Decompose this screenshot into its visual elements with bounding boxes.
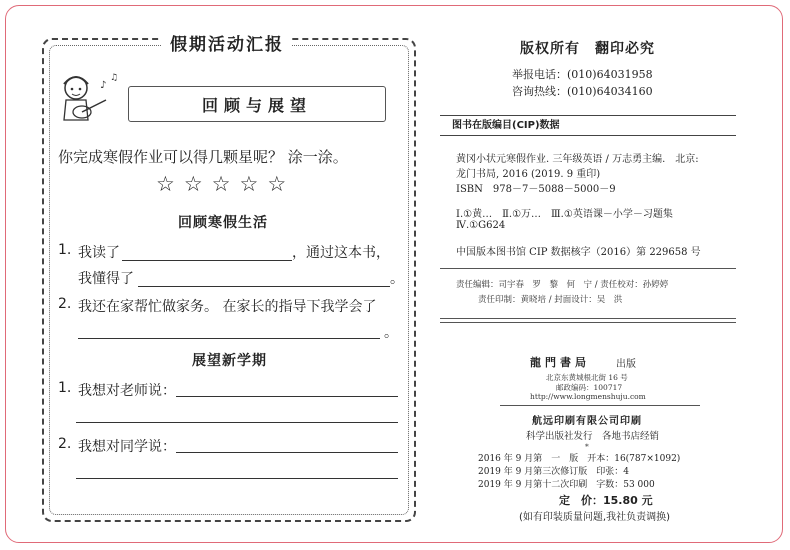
item-4-blank-1[interactable] xyxy=(176,452,398,453)
item-1-text-c: 我懂得了 xyxy=(78,271,134,287)
publisher-logo: 龍門書局 xyxy=(530,356,590,369)
music-note-icon: ♫ xyxy=(110,73,119,83)
star-2[interactable]: ☆ xyxy=(183,172,203,196)
panel-title: 假期活动汇报 xyxy=(162,30,292,55)
star-3[interactable]: ☆ xyxy=(211,172,231,196)
editor-credits: 责任编辑：司宇春 罗 黎 何 宁 / 责任校对：孙婷婷 xyxy=(456,280,669,290)
price: 定 价：15.80 元 xyxy=(559,494,653,507)
item-2-number: 2. xyxy=(58,296,72,312)
publisher-website[interactable]: http://www.longmenshuju.com xyxy=(530,392,646,401)
item-1-period: 。 xyxy=(390,271,404,287)
item-4-text: 我想对同学说： xyxy=(78,439,176,455)
item-3-text: 我想对老师说： xyxy=(78,383,176,399)
star-5[interactable]: ☆ xyxy=(267,172,287,196)
edition-line-3: 2019 年 9 月第十二次印刷 字数：53 000 xyxy=(478,480,655,490)
cip-line-6: 中国版本图书馆 CIP 数据核字（2016）第 229658 号 xyxy=(456,247,701,258)
edition-line-2: 2019 年 9 月第三次修订版 印张：4 xyxy=(478,467,629,477)
star-mark: * xyxy=(585,442,589,451)
item-2-period: 。 xyxy=(384,325,398,341)
music-note-icon: ♪ xyxy=(100,80,107,91)
star-4[interactable]: ☆ xyxy=(239,172,259,196)
item-1-text-b: ，通过这本书， xyxy=(292,245,390,261)
publisher-postcode: 邮政编码：100717 xyxy=(556,383,623,392)
section-heading-review: 回顾寒假生活 xyxy=(178,215,268,231)
divider xyxy=(440,268,736,269)
cip-heading: 图书在版编目(CIP)数据 xyxy=(440,115,736,136)
divider xyxy=(440,322,736,323)
quality-note: (如有印装质量问题,我社负责调换) xyxy=(519,512,670,523)
report-phone: 举报电话：(010)64031958 xyxy=(512,68,653,81)
cip-line-3: ISBN 978－7－5088－5000－9 xyxy=(456,184,616,195)
star-1[interactable]: ☆ xyxy=(156,172,175,196)
divider xyxy=(500,405,700,406)
distributor: 科学出版社发行 各地书店经销 xyxy=(526,431,660,442)
section-heading-outlook: 展望新学期 xyxy=(192,353,267,369)
publisher-label: 出版 xyxy=(616,359,636,370)
star-rating[interactable] xyxy=(156,172,286,196)
item-4-blank-2[interactable] xyxy=(76,478,398,479)
copyright-notice: 版权所有 翻印必究 xyxy=(520,41,655,57)
edition-line-1: 2016 年 9 月第 一 版 开本：16(787×1092) xyxy=(478,454,681,464)
item-3-number: 1. xyxy=(58,380,72,396)
item-2-blank[interactable] xyxy=(78,338,380,339)
cip-line-1: 黄冈小状元寒假作业. 三年级英语 / 万志勇主编. 北京: xyxy=(456,154,699,165)
item-1-learned-blank[interactable] xyxy=(138,286,390,287)
star-question: 你完成寒假作业可以得几颗星呢？ 涂一涂。 xyxy=(58,148,348,166)
publisher-address: 北京东黄城根北街 16 号 xyxy=(546,373,628,382)
item-1-text-a: 我读了 xyxy=(78,245,120,261)
cip-line-2: 龙门书局, 2016 (2019. 9 重印) xyxy=(456,169,601,180)
cip-line-4: Ⅰ.①黄… Ⅱ.①万… Ⅲ.①英语课－小学－习题集 xyxy=(456,209,673,220)
item-3-blank-2[interactable] xyxy=(76,422,398,423)
production-credits: 责任印制：黄晓培 / 封面设计：吴 洪 xyxy=(478,295,623,305)
item-3-blank-1[interactable] xyxy=(176,396,398,397)
cip-line-5: Ⅳ.①G624 xyxy=(456,220,506,231)
divider xyxy=(440,318,736,319)
hotline-phone: 咨询热线：(010)64034160 xyxy=(512,85,653,98)
item-4-number: 2. xyxy=(58,436,72,452)
item-1-book-blank[interactable] xyxy=(122,260,292,261)
item-2-text: 我还在家帮忙做家务。 在家长的指导下我学会了 xyxy=(78,299,377,315)
printer-name: 航远印刷有限公司印刷 xyxy=(532,416,642,427)
item-1-number: 1. xyxy=(58,242,72,258)
review-banner: 回顾与展望 xyxy=(128,86,386,122)
kid-guitar-illustration xyxy=(52,70,122,130)
